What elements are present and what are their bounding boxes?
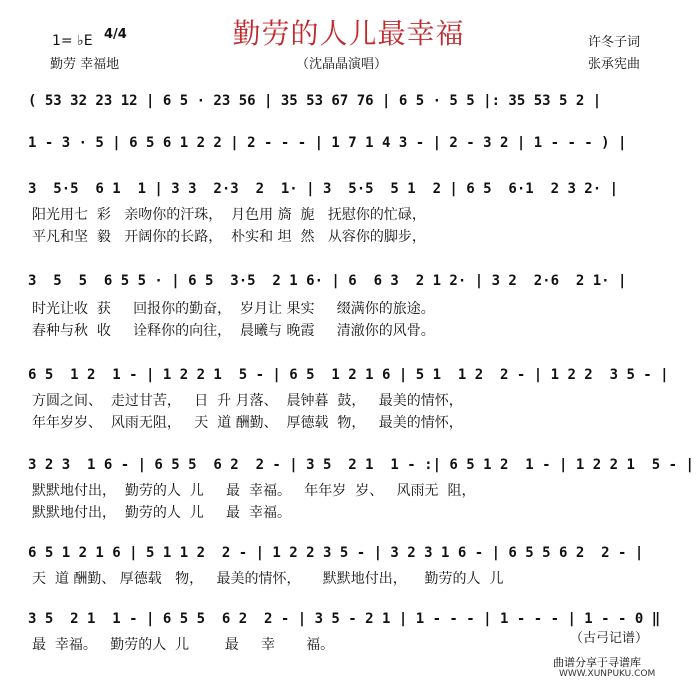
score-line-5: 6 5 1 2 1 - | 1 2 2 1 5 - | 6 5 1 2 1 6 | 5 1 1 2 2 - | 1 2 2 3 5 - | (28, 367, 669, 383)
page-title: 勤劳的人儿最幸福 (232, 17, 465, 50)
score-line-7: 6 5 1 2 1 6 | 5 1 1 2 2 - | 1 2 2 3 5 - | 3 2 3 1 6 - | 6 5 5 6 2 2 - | (28, 545, 644, 561)
score-line-3: 3 5·5 6 1 1 | 3 3 2·3 2 1· | 3 5·5 5 1 2 | 6 5 6·1 2 3 2· | (28, 181, 619, 197)
lyric-line-2: 平凡和坚 毅 开阔你的长路， 朴实和 坦 然 从容你的脚步， (32, 229, 426, 245)
watermark-line-2: WWW.XUNPUKU.COM (559, 669, 656, 679)
score-line-2: 1 - 3 · 5 | 6 5 6 1 2 2 | 2 - - - | 1 7 1 4 3 - | 2 - 3 2 | 1 - - - ) | (28, 135, 627, 151)
lyric-line-7: 默默地付出， 勤劳的人 儿 最 幸福。 年年岁 岁、 风雨无 阻， (32, 483, 476, 499)
score-line-8: 3 5 2 1 1 - | 6 5 5 6 2 2 - | 3 5 - 2 1 | 1 - - - | 1 - - - | 1 - - 0 ‖ (28, 611, 661, 627)
lyric-line-3: 时光让收 获 回报你的勤奋， 岁月让 果实 缀满你的旅途。 (32, 301, 435, 317)
lyric-line-9: 天 道 酬勤、 厚德载 物， 最美的情怀， 默默地付出， 勤劳的人 儿 (32, 571, 504, 587)
watermark-line-1: 曲谱分享于寻谱库 (553, 656, 641, 669)
lyric-line-8: 默默地付出， 勤劳的人 儿 最 幸福。 (32, 505, 291, 521)
key-signature: 1= ♭E (52, 33, 93, 49)
lyric-line-1: 阳光用七 彩 亲吻你的汗珠， 月色用 旖 旎 抚慰你的忙碌， (32, 207, 426, 223)
transcriber-note: （古弓记谱） (570, 631, 649, 646)
score-line-1: ( 53 32 23 12 | 6 5 · 23 56 | 35 53 67 76 | 6 5 · 5 5 |: 35 53 5 2 | (28, 93, 602, 109)
watermark (545, 657, 683, 679)
lyric-line-10: 最 幸福。 勤劳的人 儿 最 幸 福。 (32, 637, 335, 653)
score-line-4: 3 5 5 6 5 5 · | 6 5 3·5 2 1 6· | 6 6 3 2 1 2· | 3 2 2·6 2 1· | (28, 273, 627, 289)
lyric-line-5: 方圆之间、 走过甘苦， 日 升 月落、 晨钟暮 鼓， 最美的情怀， (32, 393, 463, 409)
time-signature: 4/4 (104, 27, 127, 42)
mood-marking: 勤劳 幸福地 (50, 57, 120, 72)
composer: 张承宪曲 (588, 57, 641, 72)
lyricist: 许冬子词 (588, 35, 641, 50)
singer: （沈晶晶演唱） (296, 57, 388, 72)
lyric-line-4: 春种与秋 收 诠释你的向往， 晨曦与 晚霞 清澈你的风骨。 (32, 323, 435, 339)
lyric-line-6: 年年岁岁、 风雨无阻， 天 道 酬勤、 厚德载 物， 最美的情怀， (32, 415, 463, 431)
score-line-6: 3 2 3 1 6 - | 6 5 5 6 2 2 - | 3 5 2 1 1 - :| 6 5 1 2 1 - | 1 2 2 1 5 - | (28, 457, 694, 473)
